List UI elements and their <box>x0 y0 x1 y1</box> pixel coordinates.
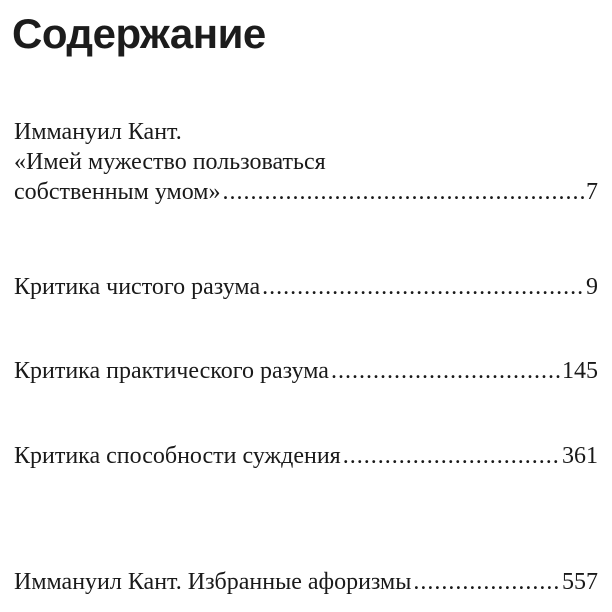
toc-entry-line: «Имей мужество пользоваться <box>14 149 326 175</box>
toc-entry-title: Иммануил Кант. Избранные афоризмы <box>14 569 412 595</box>
toc-entry[interactable] <box>14 441 598 471</box>
toc-entry-title: собственным умом» <box>14 179 221 205</box>
toc-entry-leader-row <box>14 356 598 386</box>
dot-leader <box>343 441 560 471</box>
toc-page-number: 361 <box>562 443 598 469</box>
dot-leader <box>331 356 560 386</box>
dot-leader <box>413 567 560 597</box>
toc-page-number: 7 <box>586 179 598 205</box>
toc-entry[interactable] <box>14 567 598 597</box>
toc-entry-line: Иммануил Кант. <box>14 119 182 145</box>
toc-entry-title: Критика чистого разума <box>14 274 261 300</box>
toc-entry[interactable] <box>14 117 598 207</box>
dot-leader <box>222 177 584 207</box>
toc-entry-leader-row <box>14 567 598 597</box>
toc-entry-leader-row <box>14 177 598 207</box>
toc-entry-leader-row <box>14 272 598 302</box>
toc-entry-title: Критика способности суждения <box>14 443 341 469</box>
toc-entry-title: Критика практического разума <box>14 358 329 384</box>
toc-page-number: 145 <box>562 358 598 384</box>
toc-page-number: 557 <box>562 569 598 595</box>
page-title: Содержание <box>12 10 266 57</box>
toc-entry[interactable] <box>14 356 598 386</box>
toc-entry-leader-row <box>14 441 598 471</box>
dot-leader <box>262 272 584 302</box>
toc-entry[interactable] <box>14 272 598 302</box>
toc-page-number: 9 <box>586 274 598 300</box>
